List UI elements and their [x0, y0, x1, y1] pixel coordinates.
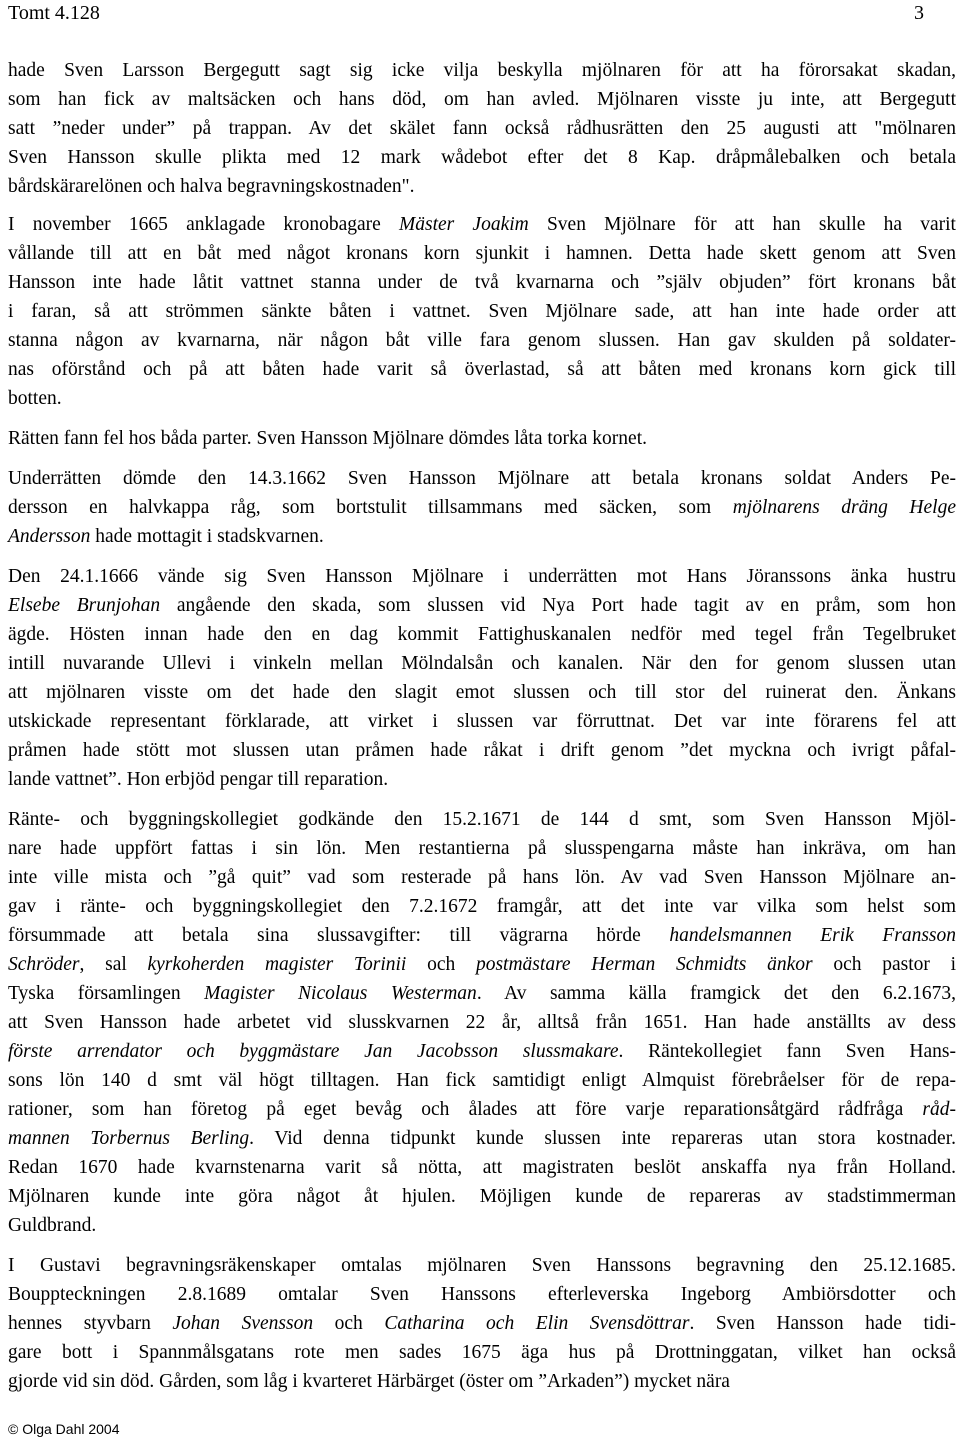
text-line	[8, 143, 956, 172]
paragraph	[8, 424, 956, 453]
text-span: Bouppteckningen 2.8.1689 omtalar Sven Hanssons efterleverska Ingeborg Ambiörsdotter och	[8, 1284, 956, 1305]
italic-text: Magister Nicolaus Westerman	[204, 983, 477, 1004]
text-span: Guldbrand.	[8, 1215, 97, 1236]
text-span: . Räntekollegiet fann Sven Hans-	[618, 1041, 956, 1062]
text-line	[8, 210, 956, 239]
paragraph	[8, 210, 956, 413]
text-line	[8, 522, 956, 551]
text-line	[8, 56, 956, 85]
text-span: nas oförstånd och på att båten hade varit så överlastad, så att båten med kronans korn gick till	[8, 359, 956, 380]
text-line	[8, 1008, 956, 1037]
text-span: gjorde vid sin död. Gården, som låg i kvarteret Härbärget (öster om ”Arkaden”) mycket nära	[8, 1371, 730, 1392]
text-span: Underrätten dömde den 14.3.1662 Sven Hansson Mjölnare att betala kronans soldat Anders Pe-	[8, 468, 956, 489]
italic-text: Andersson	[8, 526, 91, 547]
header-title: Tomt 4.128	[8, 2, 100, 24]
italic-text: handelsmannen Erik Fransson	[669, 925, 956, 946]
page-number: 3	[914, 2, 924, 24]
text-line	[8, 1182, 956, 1211]
text-line	[8, 921, 956, 950]
text-line	[8, 736, 956, 765]
paragraph	[8, 464, 956, 551]
text-span: Mjölnaren kunde inte göra något åt hjulen. Möjligen kunde de repareras av stadstimmerman	[8, 1186, 956, 1207]
text-line	[8, 239, 956, 268]
text-span: och	[313, 1313, 385, 1334]
text-span: och pastor i	[812, 954, 957, 975]
body-text	[8, 56, 956, 1407]
text-span: hennes styvbarn	[8, 1313, 173, 1334]
text-line	[8, 649, 956, 678]
text-span: Hansson inte hade låtit vattnet stanna under de två kvarnarna och ”själv objuden” fört kronans båt	[8, 272, 956, 293]
text-span: angående den skada, som slussen vid Nya Port hade tagit av en pråm, som hon	[160, 595, 956, 616]
text-span: som han fick av maltsäcken och hans död, om han avled. Mjölnaren visste ju inte, att Bergegutt	[8, 89, 956, 110]
text-span: . Av samma källa framgick det den 6.2.1673,	[476, 983, 956, 1004]
text-line	[8, 1367, 956, 1396]
text-span: att mjölnaren visste om det hade den slagit emot slussen och till stor del ruinerat den. Änkans	[8, 682, 956, 703]
text-span: stanna någon av kvarnarna, när någon båt ville fara genom slussen. Han gav skulden på soldater-	[8, 330, 956, 351]
text-line	[8, 384, 956, 413]
text-line	[8, 707, 956, 736]
text-span: pråmen hade stött mot slussen utan pråmen hade råkat i drift genom ”det myckna och ivrigt påfal-	[8, 740, 956, 761]
text-line	[8, 1211, 956, 1240]
text-span: försummade att betala sina slussavgifter: till vägrarna hörde	[8, 925, 670, 946]
text-span: utskickade representant förklarade, att virket i slussen var förruttnat. Det var inte förarens fel att	[8, 711, 956, 732]
text-span: att Sven Hansson hade arbetet vid slusskvarnen 22 år, alltså från 1651. Han hade anställts av dess	[8, 1012, 956, 1033]
text-span: I Gustavi begravningsräkenskaper omtalas mjölnaren Sven Hanssons begravning den 25.12.1685.	[8, 1255, 956, 1276]
text-span: sons lön 140 d smt väl högt tilltagen. Han fick samtidigt enligt Almquist förebråelser för de repa-	[8, 1070, 956, 1091]
text-span: hade Sven Larsson Bergegutt sagt sig icke vilja beskylla mjölnaren för att ha förorsakat skadan,	[8, 60, 956, 81]
text-span: Sven Mjölnare för att han skulle ha varit	[528, 214, 956, 235]
text-span: Tyska församlingen	[8, 983, 205, 1004]
text-line	[8, 1037, 956, 1066]
italic-text: Johan Svensson	[172, 1313, 314, 1334]
text-span: Rätten fann fel hos båda parter. Sven Hansson Mjölnare dömdes låta torka kornet.	[8, 428, 647, 449]
text-line	[8, 1095, 956, 1124]
italic-text: Elsebe Brunjohan	[8, 595, 161, 616]
text-span: , sal	[79, 954, 148, 975]
italic-text: råd-	[922, 1099, 956, 1120]
text-span: Redan 1670 hade kvarnstenarna varit så nötta, att magistraten beslöt anskaffa nya från Holland.	[8, 1157, 956, 1178]
text-line	[8, 834, 956, 863]
text-span: gav i ränte- och byggningskollegiet den 7.2.1672 framgår, att det inte var vilka som helst som	[8, 896, 956, 917]
text-span: och	[406, 954, 476, 975]
text-line	[8, 1124, 956, 1153]
text-line	[8, 1309, 956, 1338]
text-line	[8, 805, 956, 834]
text-span: satt ”neder under” på trappan. Av det skälet fann också rådhusrätten den 25 augusti att "mölnaren	[8, 118, 956, 139]
text-line	[8, 172, 956, 201]
text-span: lande vattnet”. Hon erbjöd pengar till reparation.	[8, 769, 389, 790]
text-line	[8, 268, 956, 297]
text-span: rationer, som han företog på eget bevåg och ålades att före varje reparationsåtgärd rådfråga	[8, 1099, 923, 1120]
italic-text: mannen Torbernus Berling	[8, 1128, 250, 1149]
text-span: bårdskärarelönen och halva begravningskostnaden".	[8, 176, 415, 197]
text-line	[8, 114, 956, 143]
text-span: i faran, så att strömmen sänkte båten i vattnet. Sven Mjölnare sade, att han inte hade order att	[8, 301, 956, 322]
text-line	[8, 493, 956, 522]
text-line	[8, 464, 956, 493]
text-span: Den 24.1.1666 vände sig Sven Hansson Mjölnare i underrätten mot Hans Jöranssons änka hustru	[8, 566, 956, 587]
text-line	[8, 591, 956, 620]
paragraph	[8, 1251, 956, 1396]
text-span: Ränte- och byggningskollegiet godkände den 15.2.1671 de 144 d smt, som Sven Hansson Mjöl-	[8, 809, 956, 830]
text-line	[8, 297, 956, 326]
text-line	[8, 562, 956, 591]
text-span: . Sven Hansson hade tidi-	[689, 1313, 956, 1334]
text-line	[8, 863, 956, 892]
italic-text: mjölnarens dräng Helge	[732, 497, 956, 518]
copyright-footer: © Olga Dahl 2004	[8, 1421, 120, 1437]
text-span: dersson en halvkappa råg, som bortstulit tillsammans med säcken, som	[8, 497, 733, 518]
page-header	[8, 0, 924, 26]
text-span: . Vid denna tidpunkt kunde slussen inte repareras utan stora kostnader.	[249, 1128, 956, 1149]
italic-text: postmästare Herman Schmidts änkor	[475, 954, 813, 975]
text-span: gare bott i Spannmålsgatans rote men sades 1675 äga hus på Drottninggatan, vilket han också	[8, 1342, 956, 1363]
text-span: I november 1665 anklagade kronobagare	[8, 214, 399, 235]
text-span: hade mottagit i stadskvarnen.	[90, 526, 324, 547]
italic-text: förste arrendator och byggmästare Jan Jacobsson slussmakare	[8, 1041, 619, 1062]
text-line	[8, 1338, 956, 1367]
text-line	[8, 678, 956, 707]
italic-text: Catharina och Elin Svensdöttrar	[384, 1313, 690, 1334]
text-line	[8, 1251, 956, 1280]
text-line	[8, 326, 956, 355]
text-span: ägde. Hösten innan hade den en dag kommit Fattighuskanalen nedför med tegel från Tegelbruket	[8, 624, 956, 645]
text-line	[8, 424, 956, 453]
text-span: vållande till att en båt med något kronans korn sjunkit i hamnen. Detta hade skett genom att Sven	[8, 243, 956, 264]
text-line	[8, 1153, 956, 1182]
text-line	[8, 979, 956, 1008]
text-line	[8, 950, 956, 979]
text-span: botten.	[8, 388, 62, 409]
paragraph	[8, 56, 956, 201]
italic-text: kyrkoherden magister Torinii	[147, 954, 407, 975]
text-line	[8, 85, 956, 114]
text-span: inte ville mista och ”gå quit” vad som resterade på hans lön. Av vad Sven Hansson Mjölnare an-	[8, 867, 956, 888]
text-line	[8, 892, 956, 921]
text-line	[8, 620, 956, 649]
text-span: nare hade uppfört fattas i sin lön. Men restantierna på slusspengarna måste han inkräva, om han	[8, 838, 956, 859]
text-line	[8, 1066, 956, 1095]
italic-text: Mäster Joakim	[398, 214, 529, 235]
paragraph	[8, 562, 956, 794]
text-span: intill nuvarande Ullevi i vinkeln mellan Mölndalsån och kanalen. När den for genom slussen utan	[8, 653, 956, 674]
text-line	[8, 765, 956, 794]
text-span: Sven Hansson skulle plikta med 12 mark wådebot efter det 8 Kap. dråpmålebalken och betala	[8, 147, 956, 168]
text-line	[8, 355, 956, 384]
paragraph	[8, 805, 956, 1240]
italic-text: Schröder	[8, 954, 80, 975]
text-line	[8, 1280, 956, 1309]
